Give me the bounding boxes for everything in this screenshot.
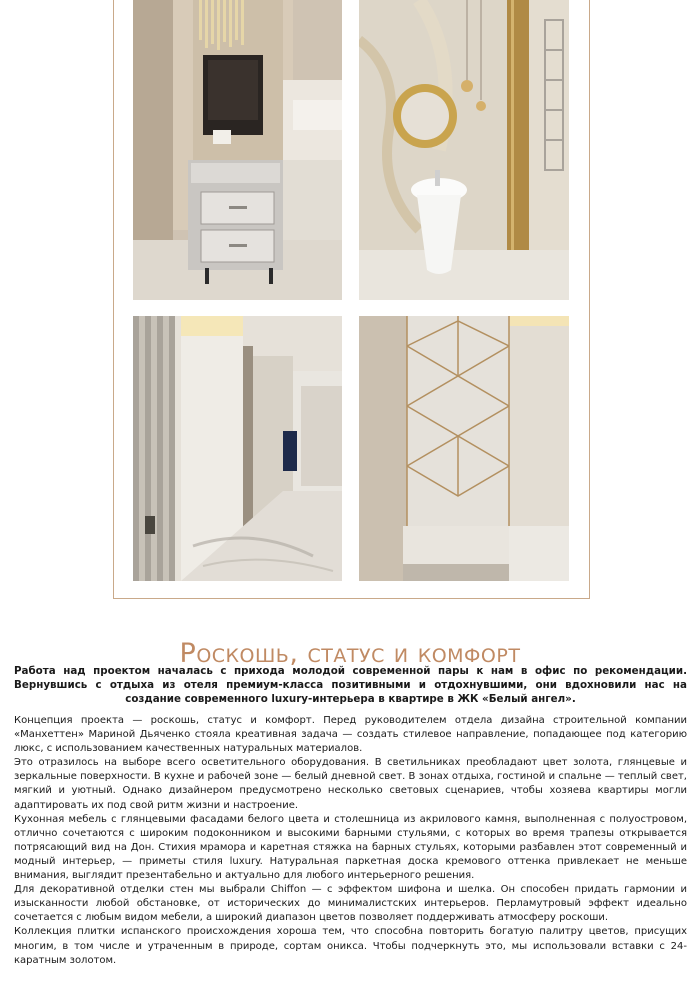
gallery-frame-right [589,0,590,599]
photo-bedroom-nightstand [133,0,342,300]
gallery-frame-left [113,0,114,599]
paragraph: Для декоративной отделки стен мы выбрали Chiffon — с эффектом шифона и шелка. Он способен придать гармонии и изысканности любой обстановке, от исторических до минималистских интерьеров. Перламутровый эффект идеально сочетается с любым видом мебели, а широкий диапазон цветов позволяет поддерживать атмосферу роскоши. [14,884,687,924]
photo-corridor [133,316,342,581]
paragraph: Концепция проекта — роскошь, статус и комфорт. Перед руководителем отдела дизайна строительной компании «Манхеттен» Мариной Дьяченко стояла креативная задача — создать стилевое направление, попадающее под категорию люкс, с использованием качественных натуральных материалов. [14,715,687,755]
photo-bathroom-sink [359,0,569,300]
gallery-frame-bottom [113,598,590,599]
article-lead: Работа над проектом началась с прихода молодой современной пары к нам в офис по рекомендации. Вернувшись с отдыха из отеля премиум-класса позитивными и отдохнувшими, они вдохновили нас на создание современного luxury-интерьера в квартире в ЖК «Белый ангел». [14,665,687,705]
paragraph: Коллекция плитки испанского происхождения хороша тем, что способна повторить богатую палитру цветов, присущих многим, в том числе и утраченным в природе, сортам оникса. Чтобы подчеркнуть это, мы использовали вставки с 24-каратным золотом. [14,926,687,966]
paragraph: Кухонная мебель с глянцевыми фасадами белого цвета и столешница из акрилового камня, выполненная с полуостровом, отлично сочетаются с широким подоконником и высокими барными стульями, с которых во время трапезы открывается потрясающий вид на Дон. Стихия мрамора и каретная стяжка на барных стульях, которыми разбавлен этот современный и модный интерьер, — приметы стиля luxury. Натуральная паркетная доска кремового оттенка привлекает не меньше внимания, выглядит презентабельно и актуально для любого интерьерного решения. [14,813,687,882]
photo-wall-panel [359,316,569,581]
paragraph: Это отразилось на выборе всего осветительного оборудования. В светильниках преобладают цвет золота, глянцевые и зеркальные поверхности. В кухне и рабочей зоне — белый дневной свет. В зонах отдыха, гостиной и спальне — теплый свет, мягкий и уютный. Однако дизайнером предусмотрено несколько световых сценариев, чтобы хозяева квартиры могли адаптировать их под свой ритм жизни и настроение. [14,757,687,811]
article-body [14,714,687,968]
article-title: Роскошь, статус и комфорт [179,638,521,670]
